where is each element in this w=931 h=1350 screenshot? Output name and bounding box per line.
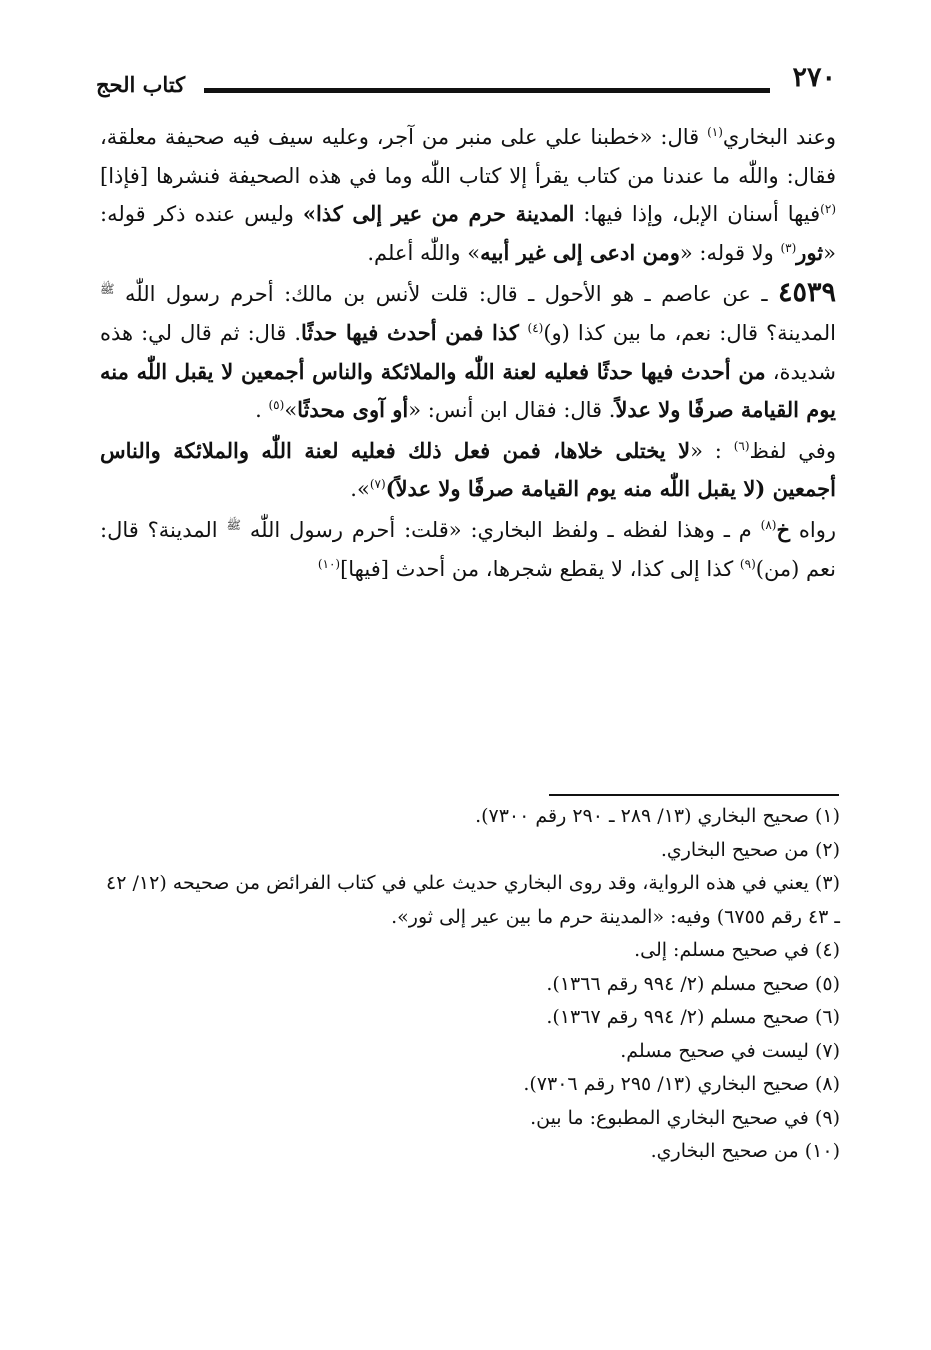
emphasis: أو آوى محدثًا [297, 397, 409, 423]
footnote: (٥) صحيح مسلم (٢/ ٩٩٤ رقم ١٣٦٦). [546, 972, 840, 995]
emphasis: المدينة حرم من عير إلى كذا» [302, 201, 575, 227]
footnote-ref: (٧) [369, 477, 386, 492]
footnote: (٩) في صحيح البخاري المطبوع: ما بين. [530, 1106, 840, 1129]
footnote: (٦) صحيح مسلم (٢/ ٩٩٤ رقم ١٣٦٧). [546, 1006, 840, 1028]
footnote-ref: (٩) [739, 556, 756, 571]
footnote-ref: (١٠) [317, 556, 341, 571]
running-header [96, 62, 836, 102]
salutation-glyph: ﷺ [100, 282, 115, 297]
footnote: (٤) في صحيح مسلم: إلى. [634, 939, 840, 961]
paragraph-bukhari-note: وعند البخاري$^{(١)}$ قال: «خطبنا علي على منبر من آجر، وعليه سيف فيه صحيفة معلقة، فقال: واللّٰه ما عندنا من كتاب يقرأ إلا كتاب اللّٰه وما في هذه الصحيفة فنشرها [فإذا]$^{(٢)}$فيها أسنان الإبل، وإذا فيها: المدينة حرم من عير إلى كذا» وليس عنده ذكر قوله: «ثور$^{(٣)}$ ولا قوله: «ومن ادعى إلى غير أبيه» واللّٰه أعلم. [100, 125, 836, 265]
book-title: كتاب الحج [96, 72, 186, 97]
footnote: (٧) ليست في صحيح مسلم. [620, 1039, 840, 1062]
paragraph-narration: رواه خ$^{(٨)}$ م ـ وهذا لفظه ـ ولفظ البخاري: «قلت: أحرم رسول اللّٰه $^ﷺ$ المدينة؟ قال: نعم (من)$^{(٩)}$ كذا إلى كذا، لا يقطع شجرها، من أحدث [فيها]$^{(١٠)}$ [100, 516, 836, 581]
footnote-separator [549, 794, 839, 796]
footnote-ref: (٨) [760, 517, 777, 532]
salutation-glyph: ﷺ [226, 517, 241, 532]
main-text [100, 118, 836, 588]
emphasis: ومن ادعى إلى غير أبيه [480, 239, 680, 265]
hadith-number: ٤٥٣٩ [777, 277, 836, 309]
footnote: (١٠) من صحيح البخاري. [650, 1140, 840, 1162]
emphasis: من أحدث فيها حدثًا فعليه لعنة اللّٰه والملائكة والناس أجمعين لا يقبل اللّٰه منه يوم القيامة صرفًا ولا عدلاً [100, 358, 836, 423]
paragraph-other-wording: وفي لفظ$^{(٦)}$ : «لا يختلى خلاها، فمن فعل ذلك فعليه لعنة اللّٰه والملائكة والناس أجمعين (لا يقبل اللّٰه منه يوم القيامة صرفًا ولا عدلاً)$^{(٧)}$». [100, 437, 836, 502]
footnote: (٢) من صحيح البخاري. [660, 838, 840, 861]
footnote: (١) صحيح البخاري (١٣/ ٢٨٩ ـ ٢٩٠ رقم ٧٣٠٠). [475, 805, 840, 827]
paragraph-hadith-4539: ٤٥٣٩ ـ عن عاصم ـ هو الأحول ـ قال: قلت لأنس بن مالك: أحرم رسول اللّٰه $^ﷺ$ المدينة؟ قال: نعم، ما بين كذا (و)$^{(٤)}$ كذا فمن أحدث فيها حدثًا. قال: ثم قال لي: هذه شديدة، من أحدث فيها حدثًا فعليه لعنة اللّٰه والملائكة والناس أجمعين لا يقبل اللّٰه منه يوم القيامة صرفًا ولا عدلاً. قال: فقال ابن أنس: «أو آوى محدثًا»$^{(٥)}$ . [100, 277, 836, 423]
footnote: (٨) صحيح البخاري (١٣/ ٢٩٥ رقم ٧٣٠٦). [523, 1073, 840, 1095]
footnote: (٣) يعني في هذه الرواية، وقد روى البخاري حديث علي في كتاب الفرائض من صحيحه (١٢/ ٤٢ ـ ٤٣ رقم ٦٧٥٥) وفيه: «المدينة حرم ما بين عير إلى ثور». [106, 872, 840, 928]
footnote-ref: (١) [707, 125, 723, 139]
header-rule [204, 88, 770, 93]
emphasis: ثور [796, 239, 824, 265]
page-number: ٢٧٠ [792, 62, 836, 93]
footnote-ref: (٣) [780, 240, 797, 255]
footnote-ref: (٤) [527, 320, 544, 335]
footnote-ref: (٥) [268, 398, 285, 413]
footnotes [100, 800, 840, 1169]
emphasis: لا يختلى خلاها، فمن فعل ذلك فعليه لعنة اللّٰه والملائكة والناس أجمعين (لا يقبل اللّٰه منه يوم القيامة صرفًا ولا عدلاً) [100, 437, 836, 502]
emphasis: كذا فمن أحدث فيها حدثًا [301, 319, 528, 345]
footnote-ref: (٢) [820, 202, 836, 217]
footnote-ref: (٦) [733, 438, 750, 453]
source-symbol: خ [776, 516, 791, 542]
